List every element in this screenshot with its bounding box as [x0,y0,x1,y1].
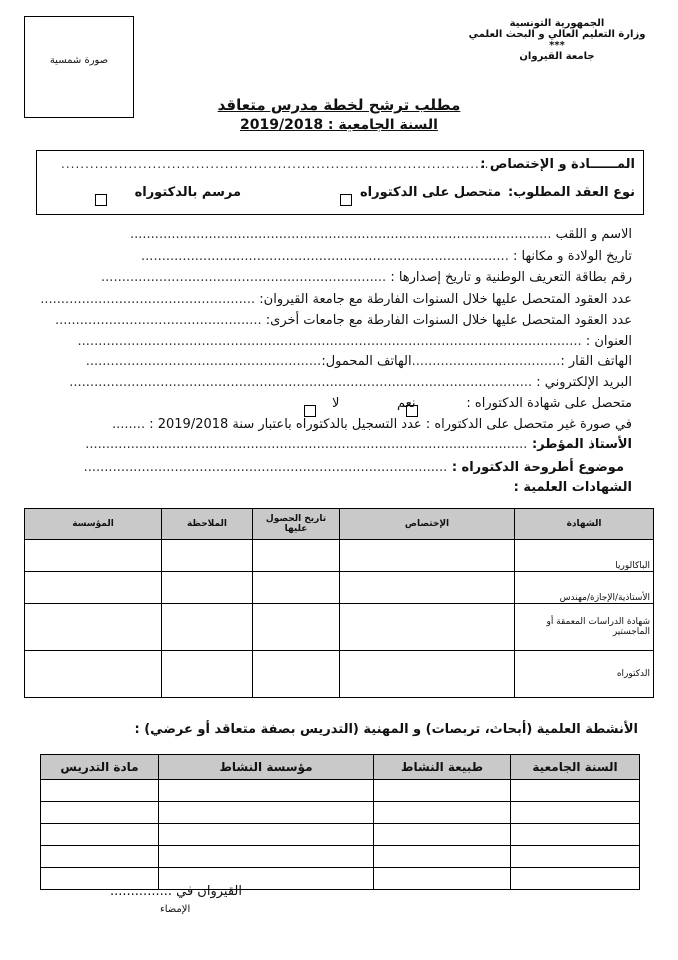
table-row [25,540,654,572]
contracts-other-field[interactable]: عدد العقود المتحصل عليها خلال السنوات الفارطة مع جامعات أخرى: .................................................. [55,313,632,328]
table-cell[interactable] [159,824,374,846]
option-registered-label: مرسم بالدكتوراه [134,185,241,200]
table-row [41,780,640,802]
subject-dots[interactable]: ......................................................................................... [61,157,490,171]
table-row [25,604,654,651]
table-cell[interactable] [511,824,640,846]
subject-label: المــــــادة و الإختصاص : [480,157,635,172]
col-activity-institution: مؤسسة النشاط [159,755,374,780]
col-activity-type: طبيعة النشاط [374,755,511,780]
phone-field[interactable]: الهاتف القار :....................................الهاتف المحمول:......................................................... [85,354,632,369]
page-title [0,96,678,114]
address-field[interactable]: العنوان : .......................................................................................................................... [77,334,632,349]
header-line-republic: الجمهورية التونسية [509,18,605,29]
contract-type-label: نوع العقد المطلوب: [508,185,635,200]
registration-field[interactable]: في صورة غير متحصل على الدكتوراه : عدد التسجيل بالدكتوراه باعتبار سنة 2019/2018 : ........ [112,417,632,432]
table-cell[interactable] [41,846,159,868]
certificates-table [24,508,654,698]
option-registered-checkbox[interactable] [95,189,107,208]
place-date[interactable]: القيروان في ............... [110,884,242,899]
table-cell[interactable] [511,780,640,802]
table-cell[interactable] [159,780,374,802]
header-stars: *** [549,40,565,51]
col-teaching-subject: مادة التدريس [41,755,159,780]
table-cell[interactable] [374,824,511,846]
col-remark: الملاحظة [162,509,253,540]
table-cell[interactable] [374,868,511,890]
table-cell[interactable] [41,802,159,824]
table-row [25,651,654,698]
col-institution: المؤسسة [25,509,162,540]
ministry-header [462,18,652,62]
name-label: الاسم و اللقب [555,227,632,242]
col-date: تاريخ الحصول عليها [253,509,340,540]
table-cell[interactable] [253,540,340,572]
table-cell[interactable] [340,540,515,572]
birth-label: تاريخ الولادة و مكانها : [512,249,632,264]
page-subtitle [0,117,678,133]
option-doctorate-holder-label: متحصل على الدكتوراه [359,185,501,200]
table-cell[interactable] [340,651,515,698]
table-cell[interactable] [25,604,162,651]
table-cell[interactable] [253,572,340,604]
signature-label: الإمضاء [160,904,191,915]
table-header-row [25,509,654,540]
cert-doctorate: الدكتوراه [515,651,654,698]
subject-box [36,150,644,215]
cert-master: شهادة الدراسات المعمقة أو الماجستير [515,604,654,651]
table-cell[interactable] [253,604,340,651]
table-cell[interactable] [374,780,511,802]
activities-table [40,754,640,890]
name-field[interactable]: الاسم و اللقب ...................................................................................................... [130,227,632,242]
table-cell[interactable] [162,604,253,651]
doctorate-no-label: لا [332,396,340,411]
checkbox-icon [406,405,418,417]
birth-field[interactable]: تاريخ الولادة و مكانها : ......................................................................................... [141,249,632,264]
header-line-ministry: وزارة التعليم العالي و البحث العلمي [468,29,646,40]
email-field[interactable]: البريد الإلكتروني : ................................................................................................................ [69,375,632,390]
supervisor-label: الأستاذ المؤطر: [531,437,632,452]
table-cell[interactable] [159,802,374,824]
contracts-kairouan-label: عدد العقود المتحصل عليها خلال السنوات الفارطة مع جامعة القيروان: [259,292,632,307]
supervisor-field[interactable]: الأستاذ المؤطر: ........................................................................................................... [85,437,632,452]
photo-label: صورة شمسية [49,55,109,66]
doctorate-yes-label: نعم [397,396,416,411]
phone-label: الهاتف القار : [560,354,632,369]
thesis-label: موضوع أطروحة الدكتوراه : [451,460,624,475]
certificates-label: الشهادات العلمية : [513,480,632,495]
table-cell[interactable] [162,651,253,698]
id-card-label: رقم بطاقة التعريف الوطنية و تاريخ إصدارها : [390,270,632,285]
checkbox-icon [340,194,352,206]
col-specialty: الإختصاص [340,509,515,540]
table-row [41,846,640,868]
id-card-field[interactable]: رقم بطاقة التعريف الوطنية و تاريخ إصدارها : ..................................................................... [101,270,632,285]
table-cell[interactable] [41,824,159,846]
table-cell[interactable] [25,540,162,572]
checkbox-icon [304,405,316,417]
page-title-text: مطلب ترشح لخطة مدرس متعاقد [217,96,461,114]
table-row [41,824,640,846]
table-cell[interactable] [374,802,511,824]
thesis-field[interactable]: موضوع أطروحة الدكتوراه : ........................................................................................ [83,460,624,475]
col-academic-year: السنة الجامعية [511,755,640,780]
contracts-kairouan-field[interactable]: عدد العقود المتحصل عليها خلال السنوات الفارطة مع جامعة القيروان: .................................................... [40,292,632,307]
table-cell[interactable] [41,780,159,802]
header-line-university: جامعة القيروان [519,51,595,62]
table-cell[interactable] [253,651,340,698]
table-row [25,572,654,604]
table-cell[interactable] [340,572,515,604]
table-row [41,802,640,824]
address-label: العنوان : [585,334,632,349]
col-certificate: الشهادة [515,509,654,540]
cert-bac: الباكالوريا [515,540,654,572]
table-cell[interactable] [511,846,640,868]
table-header-row [41,755,640,780]
contracts-other-label: عدد العقود المتحصل عليها خلال السنوات الفارطة مع جامعات أخرى: [265,313,632,328]
registration-label: في صورة غير متحصل على الدكتوراه : عدد التسجيل بالدكتوراه باعتبار سنة 2019/2018 : [149,417,632,432]
doctorate-question: متحصل على شهادة الدكتوراه : [466,396,632,411]
table-cell[interactable] [25,651,162,698]
table-cell[interactable] [159,846,374,868]
mobile-label: الهاتف المحمول: [321,354,412,369]
checkbox-icon [95,194,107,206]
table-cell[interactable] [511,802,640,824]
table-cell[interactable] [374,846,511,868]
table-cell[interactable] [340,604,515,651]
email-label: البريد الإلكتروني : [536,375,632,390]
cert-license: الأستاذية/الإجازة/مهندس [515,572,654,604]
option-doctorate-holder-checkbox[interactable] [340,189,352,208]
table-cell[interactable] [162,572,253,604]
table-cell[interactable] [511,868,640,890]
table-cell[interactable] [162,540,253,572]
table-cell[interactable] [25,572,162,604]
activities-title: الأنشطة العلمية (أبحاث، تربصات) و المهنية (التدريس بصفة متعاقد أو عرضي) : [134,722,638,737]
page-subtitle-text: السنة الجامعية : 2019/2018 [240,117,438,133]
